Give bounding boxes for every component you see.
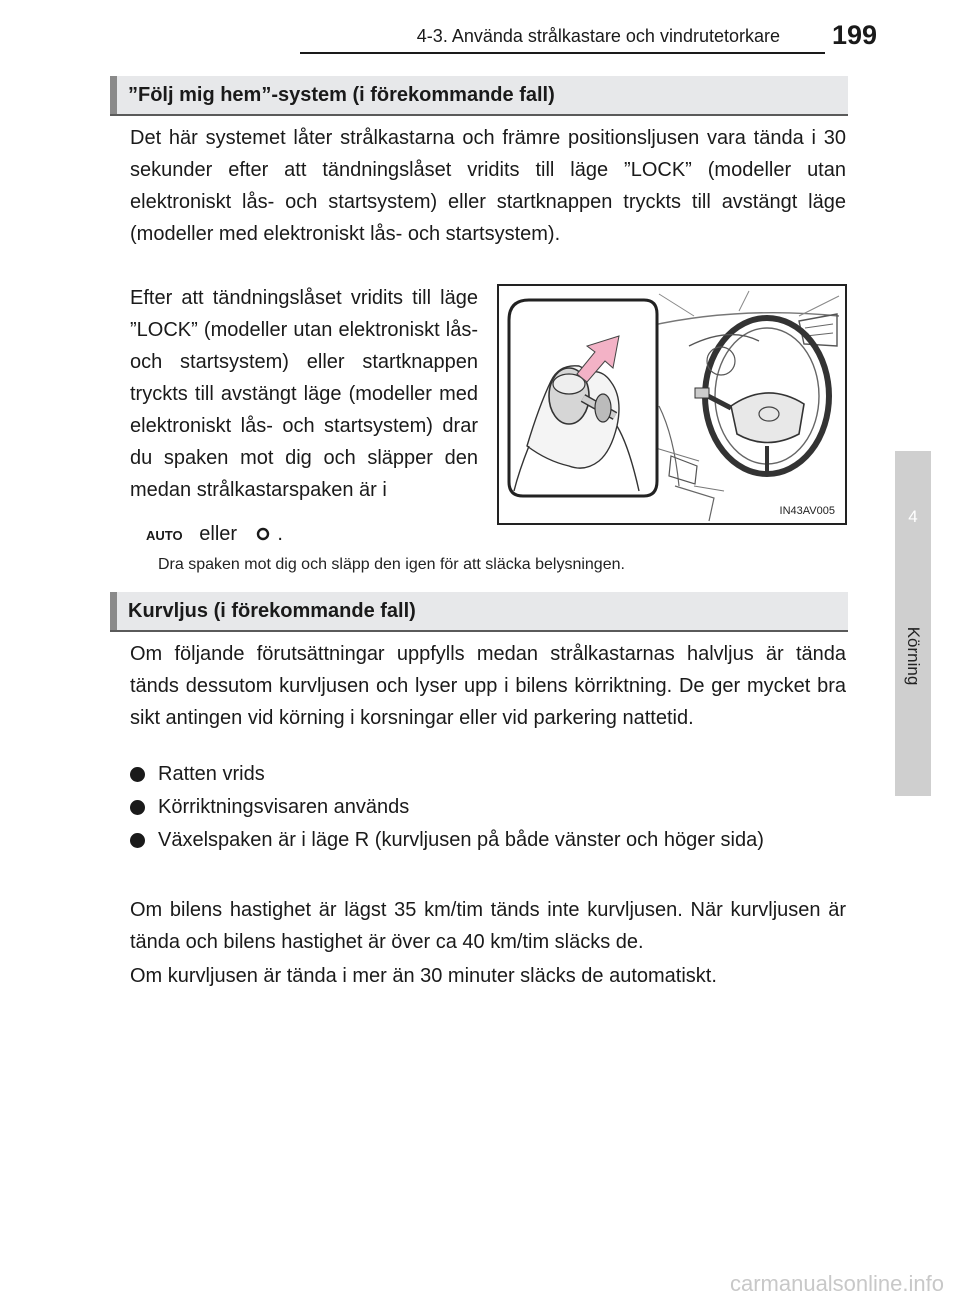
period: .: [277, 523, 283, 545]
header-rule: [300, 52, 825, 54]
section-title: Kurvljus (i förekommande fall): [128, 600, 416, 622]
page-number: 199: [832, 20, 878, 50]
section1-note: Dra spaken mot dig och släpp den igen för att släcka belysningen.: [158, 556, 625, 573]
chapter-side-tab: [895, 451, 931, 796]
section2-timeout-paragraph: Om kurvljusen är tända i mer än 30 minuter släcks de automatiskt.: [130, 965, 717, 987]
bullet-icon: [130, 800, 145, 815]
chapter-number: 4: [908, 507, 918, 526]
chapter-title: 4-3. Använda strålkastare och vindrutetorkare: [416, 26, 780, 46]
section-heading-cornering-lights: [110, 592, 848, 632]
section-accent: [110, 76, 117, 114]
auto-icon: AUTO: [146, 528, 183, 543]
watermark: carmanualsonline.info: [729, 1271, 944, 1296]
connector-text: eller: [199, 523, 238, 545]
dashboard-illustration: [497, 284, 847, 525]
section2-intro: Om följande förutsättningar uppfylls medan strålkastarnas halvljus är tända tänds dessutom kurvljusen och lyser upp i bilens körriktning. De ger mycket bra sikt antingen vid körning i korsningar eller vid parkering nattetid.: [130, 643, 846, 729]
section1-intro: Det här systemet låter strålkastarna och främre positionsljusen vara tända i 30 sekunder efter att tändningslåset vridits till läge ”LOCK” (modeller utan elektroniskt lås- och startsystem) eller startknappen tryckts till avstängt läge (modeller med elektroniskt lås- och startsystem).: [130, 127, 846, 245]
section-accent: [110, 592, 117, 630]
bullet-icon: [130, 833, 145, 848]
list-item: [130, 758, 846, 790]
list-item-text: Ratten vrids: [158, 763, 265, 785]
list-item-text: Växelspaken är i läge R (kurvljusen på både vänster och höger sida): [158, 829, 764, 851]
section1-instruction: Efter att tändningslåset vridits till läge ”LOCK” (modeller utan elektroniskt lås- och startsystem) eller startknappen tryckts till avstängt läge (modeller med elektroniskt lås- och startsystem) drar du spaken mot dig och släpper den medan strålkastarspaken är i: [130, 287, 478, 501]
section-heading-follow-me-home: [110, 76, 848, 116]
steering-lever-drawing: [499, 286, 845, 523]
list-item: [130, 824, 846, 856]
list-item: [130, 791, 846, 823]
list-item-text: Körriktningsvisaren används: [158, 796, 410, 818]
headlight-icon: [254, 523, 278, 545]
figure-code: IN43AV005: [779, 505, 835, 517]
section-title: ”Följ mig hem”-system (i förekommande fall): [128, 84, 555, 106]
chapter-label: Körning: [904, 626, 923, 686]
light-position-line: [146, 518, 283, 552]
bullet-icon: [130, 767, 145, 782]
section2-speed-paragraph: Om bilens hastighet är lägst 35 km/tim tänds inte kurvljusen. När kurvljusen är tända och bilens hastighet är över ca 40 km/tim släcks de.: [130, 899, 846, 953]
